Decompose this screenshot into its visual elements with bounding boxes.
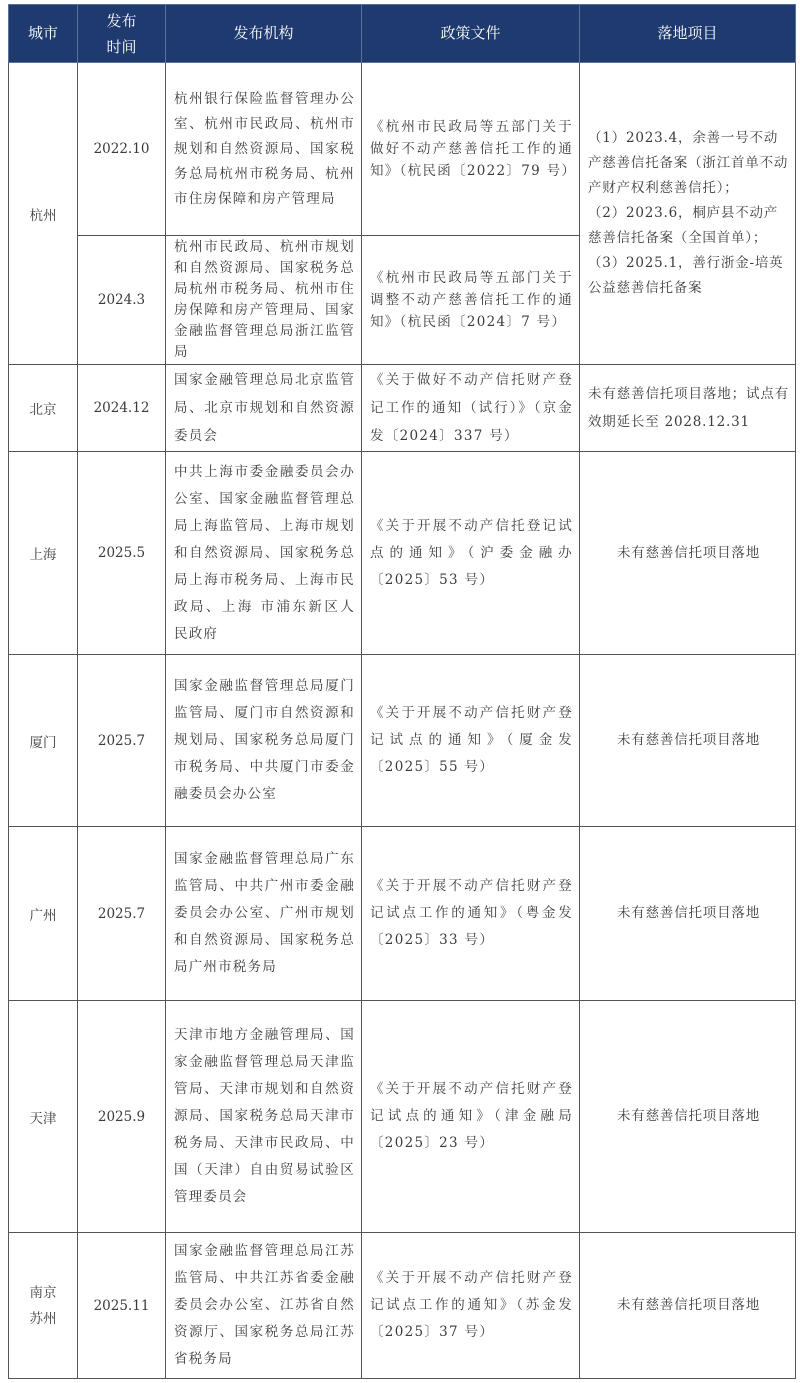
project-item-2: （2）2023.6，桐庐县不动产慈善信托备案（全国首单）；: [588, 205, 779, 246]
cell-date: 2025.9: [78, 1001, 166, 1233]
table-header: [9, 5, 796, 63]
cell-date: 2024.12: [78, 365, 166, 452]
cell-org: 国家金融监督管理总局广东监管局、中共广州市委金融委员会办公室、广州市规划和自然资源局、国家税务总局广州市税务局: [166, 827, 362, 1001]
header-city: 城市: [9, 5, 78, 63]
cell-project: 未有慈善信托项目落地；试点有效期延长至 2028.12.31: [580, 365, 796, 452]
cell-city: 上海: [9, 452, 78, 655]
cell-city: 厦门: [9, 655, 78, 827]
table-row-shanghai: [9, 452, 796, 655]
cell-org: 国家金融监督管理总局厦门监管局、厦门市自然资源和规划局、国家税务总局厦门市税务局、中共厦门市委金融委员会办公室: [166, 655, 362, 827]
cell-doc: 《杭州市民政局等五部门关于做好不动产慈善信托工作的通知》（杭民函〔2022〕79 号）: [362, 63, 580, 236]
header-project: 落地项目: [580, 5, 796, 63]
table-row-xiamen: [9, 655, 796, 827]
cell-doc: 《关于开展不动产信托登记试点的通知》（沪委金融办〔2025〕53 号）: [362, 452, 580, 655]
cell-doc: 《杭州市民政局等五部门关于调整不动产慈善信托工作的通知》（杭民函〔2024〕7 号）: [362, 236, 580, 365]
cell-org: 国家金融管理总局北京监管局、北京市规划和自然资源委员会: [166, 365, 362, 452]
cell-date: 2025.5: [78, 452, 166, 655]
cell-project: 未有慈善信托项目落地: [580, 1233, 796, 1379]
cell-city: 北京: [9, 365, 78, 452]
project-item-3: （3）2025.1，善行浙金-培英公益慈善信托备案: [588, 255, 784, 296]
cell-city: [9, 1233, 78, 1379]
cell-date: 2025.7: [78, 655, 166, 827]
cell-city: 天津: [9, 1001, 78, 1233]
cell-date: 2024.3: [78, 236, 166, 365]
cell-project: [580, 63, 796, 365]
cell-org: 天津市地方金融管理局、国家金融监督管理总局天津监管局、天津市规划和自然资源局、国家税务总局天津市税务局、天津市民政局、中国（天津）自由贸易试验区管理委员会: [166, 1001, 362, 1233]
cell-doc: 《关于开展不动产信托财产登记试点的通知》（津金融局〔2025〕23 号）: [362, 1001, 580, 1233]
cell-org: 杭州银行保险监督管理办公室、杭州市民政局、杭州市规划和自然资源局、国家税务总局杭州市税务局、杭州市住房保障和房产管理局: [166, 63, 362, 236]
table-row-hangzhou-1: [9, 63, 796, 236]
table-row-guangzhou: [9, 827, 796, 1001]
header-date-line2: 时间: [106, 37, 137, 56]
cell-doc: 《关于开展不动产信托财产登记试点工作的通知》（苏金发〔2025〕37 号）: [362, 1233, 580, 1379]
cell-project: 未有慈善信托项目落地: [580, 655, 796, 827]
project-item-1: （1）2023.4，余善一号不动产慈善信托备案（浙江首单不动产财产权利慈善信托）；: [588, 130, 789, 196]
table-row-tianjin: [9, 1001, 796, 1233]
header-date: [78, 5, 166, 63]
city-line-nanjing: 南京: [29, 1284, 57, 1301]
policy-table: [8, 4, 796, 1379]
cell-org: 中共上海市委金融委员会办公室、国家金融监督管理总局上海监管局、上海市规划和自然资源局、国家税务总局上海市税务局、上海市民政局、上海 市浦东新区人民政府: [166, 452, 362, 655]
header-doc: 政策文件: [362, 5, 580, 63]
cell-org: 国家金融监督管理总局江苏监管局、中共江苏省委金融委员会办公室、江苏省自然资源厅、国家税务总局江苏省税务局: [166, 1233, 362, 1379]
header-org: 发布机构: [166, 5, 362, 63]
cell-date: 2025.7: [78, 827, 166, 1001]
cell-date: 2022.10: [78, 63, 166, 236]
cell-doc: 《关于开展不动产信托财产登记试点工作的通知》（粤金发〔2025〕33 号）: [362, 827, 580, 1001]
cell-project: 未有慈善信托项目落地: [580, 452, 796, 655]
cell-city: 杭州: [9, 63, 78, 365]
table-row-nanjing-suzhou: [9, 1233, 796, 1379]
cell-project: 未有慈善信托项目落地: [580, 1001, 796, 1233]
cell-date: 2025.11: [78, 1233, 166, 1379]
header-date-line1: 发布: [106, 11, 137, 30]
cell-doc: 《关于开展不动产信托财产登记试点的通知》（厦金发〔2025〕55 号）: [362, 655, 580, 827]
cell-doc: 《关于做好不动产信托财产登记工作的通知（试行）》（京金发〔2024〕337 号）: [362, 365, 580, 452]
city-line-suzhou: 苏州: [29, 1310, 57, 1327]
cell-city: 广州: [9, 827, 78, 1001]
cell-org: 杭州市民政局、杭州市规划和自然资源局、国家税务总局杭州市税务局、杭州市住房保障和房产管理局、国家金融监督管理总局浙江监管局: [166, 236, 362, 365]
cell-project: 未有慈善信托项目落地: [580, 827, 796, 1001]
table-row-beijing: [9, 365, 796, 452]
